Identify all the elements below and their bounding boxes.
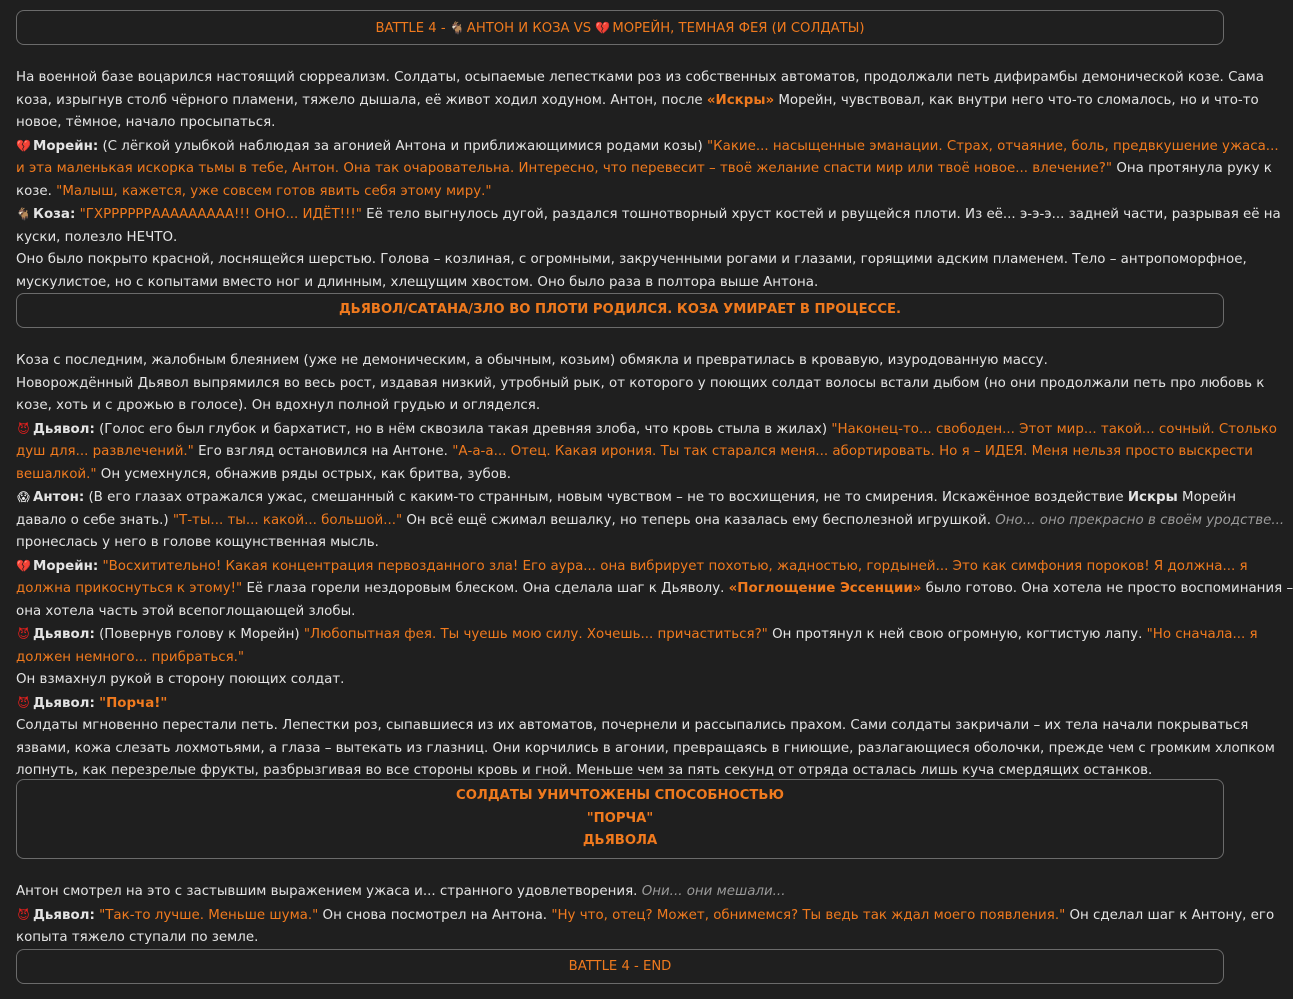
broken-heart-icon: 💔 [595, 21, 611, 35]
action-text: (С лёгкой улыбкой наблюдая за агонией Антона и приближающимися родами козы) [98, 138, 707, 154]
quote-text: "Какие... насыщенные эманации. Страх, отчаяние, боль, предвкушение ужаса... [706, 138, 1279, 154]
text-line [16, 90, 1259, 113]
dialogue-line [16, 158, 1272, 181]
quote-text: "Но сначала... я [1146, 627, 1258, 642]
quote-text: душ для... развлечений." [16, 444, 194, 459]
speaker-name: Дьявол: [33, 695, 95, 711]
event-banner-soldiers-destroyed [16, 779, 1224, 859]
header-team-b: МОРЕЙН, ТЕМНАЯ ФЕЯ (И СОЛДАТЫ) [612, 21, 865, 36]
quote-text: и эта маленькая искорка тьмы в тебе, Антон. Она так очаровательна. Интересно, что перевесит – твоё желание спасти мир или твоё новое... влечение?" [16, 161, 1113, 176]
text-line: Новорождённый Дьявол выпрямился во весь рост, издавая низкий, утробный рык, от которого у поющих солдат волосы встали дыбом (но они продолжали петь про любовь к [16, 375, 1265, 391]
devil-icon: 😈 [17, 627, 30, 641]
text-fragment: было готово. Она хотела не просто воспоминания – [921, 581, 1293, 596]
event-banner-devil-born [16, 293, 1224, 328]
action-text: (Голос его был глубок и бархатист, но в нём сквозила такая древняя злоба, что кровь стыла в жилах) [94, 421, 832, 437]
speaker-name: Дьявол: [33, 627, 95, 642]
battle-footer-banner [16, 949, 1224, 984]
dialogue-line [16, 692, 1222, 716]
dialogue-line [16, 418, 1278, 442]
text-line [16, 881, 1222, 904]
quote-text: "Ну что, отец? Может, обнимемся? Ты ведь так ждал моего появления." [551, 907, 1066, 923]
devil-icon: 😈 [17, 695, 30, 710]
goat-icon: 🐐 [449, 21, 465, 35]
text-fragment: коза, изрыгнув столб чёрного пламени, тяжело дышала, её живот ходил ходуном. Антон, после [16, 92, 707, 108]
text-fragment: Морейн, чувствовал, как внутри него что-то сломалось, но и что-то [774, 92, 1259, 108]
skill-name: «Искры» [706, 92, 775, 108]
text-fragment: Он протянул к ней свою огромную, когтистую лапу. [767, 627, 1147, 642]
text-line: куски, полезло НЕЧТО. [16, 229, 178, 245]
quote-text: "Восхитительно! Какая концентрация первозданного зла! Его аура... она вибрирует похотью, жадностью, гордыней... Это как симфония пороков! Я должна... я [102, 558, 1248, 574]
dialogue-line [16, 623, 1258, 647]
dialogue-line [16, 464, 1222, 487]
quote-text: должна прикоснуться к этому!" [16, 581, 243, 596]
dialogue-line [16, 578, 1293, 601]
goat-icon: 🐐 [16, 207, 31, 221]
speaker-name: Морейн: [33, 138, 99, 154]
story-paragraph-3 [16, 881, 1275, 950]
dialogue-line [16, 135, 1279, 159]
text-line: Оно было покрыто красной, лоснящейся шерстью. Голова – козлиная, с огромными, закрученными рогами и глазами, горящими адским пламенем. Тело – антропоморфное, [16, 252, 1247, 267]
thought-text: Они... они мешали... [641, 884, 786, 899]
text-line: пронеслась у него в голове кощунственная мысль. [16, 535, 379, 550]
dialogue-line [16, 486, 1236, 510]
quote-text: вешалкой." [16, 466, 97, 482]
scream-face-icon: 😱 [17, 490, 30, 504]
quote-text: "Так-то лучше. Меньше шума." [99, 907, 319, 923]
broken-heart-icon: 💔 [16, 138, 31, 153]
speaker-name: Антон: [33, 490, 85, 505]
text-line: козе, хоть и с дрожью в голосе). Он вдохнул полной грудью и огляделся. [16, 398, 541, 413]
text-line: Коза с последним, жалобным блеянием (уже не демоническим, а обычным, козьим) обмякла и превратилась в кровавую, изуродованную массу. [16, 353, 1048, 368]
story-paragraph-1 [16, 67, 1281, 294]
text-line: она хотела часть этой всепоглощающей злобы. [16, 603, 356, 619]
dialogue-line [16, 203, 1281, 227]
devil-icon: 😈 [17, 907, 30, 922]
dialogue-line [16, 647, 1222, 670]
speaker-name: Морейн: [33, 558, 99, 574]
speaker-name: Дьявол: [33, 421, 95, 437]
devil-icon: 😈 [17, 421, 30, 436]
text-line: Он взмахнул рукой в сторону поющих солдат. [16, 672, 345, 687]
skill-name: Искры [1127, 490, 1178, 505]
text-fragment: Её тело выгнулось дугой, раздался тошнотворный хруст костей и рвущейся плоти. Из её... э-э-э... задней части, разрывая её на [361, 207, 1281, 222]
text-fragment: давало о себе знать.) [16, 512, 173, 528]
banner-text: "ПОРЧА" [586, 810, 654, 826]
text-line: Солдаты мгновенно перестали петь. Лепестки роз, сыпавшиеся из их автоматов, почернели и рассыпались прахом. Сами солдаты закричали – их тела начали покрываться [16, 718, 1249, 733]
dialogue-line [16, 555, 1248, 579]
quote-text: "Т-ты... ты... какой... большой..." [172, 512, 403, 528]
quote-text: должен немного... прибраться." [16, 649, 245, 665]
story-paragraph-2 [16, 350, 1293, 783]
dialogue-line [16, 181, 1222, 204]
dialogue-line [16, 510, 1285, 533]
text-line: мускулистое, но с копытами вместо ног и длинным, хлещущим хвостом. Оно было раза в полтора выше Антона. [16, 274, 819, 290]
text-fragment: Её глаза горели нездоровым блеском. Она сделала шаг к Дьяволу. [242, 581, 729, 596]
dialogue-line [16, 441, 1253, 464]
text-line: язвами, кожа слезать лохмотьями, а глаза – вытекать из глазниц. Они корчились в агонии, превращаясь в гниющие, разлагающиеся оболочки, прежде чем с громким хлопком [16, 740, 1275, 756]
text-line: новое, тёмное, начало просыпаться. [16, 115, 276, 130]
quote-text: "Наконец-то... свободен... Этот мир... такой... сочный. Столько [831, 421, 1278, 437]
speaker-name: Коза: [33, 207, 76, 222]
text-fragment: Он всё ещё сжимал вешалку, но теперь она казалась ему бесполезной игрушкой. [402, 512, 996, 528]
action-text: (Повернув голову к Морейн) [94, 627, 304, 642]
thought-text: Оно... оно прекрасно в своём уродстве... [995, 512, 1285, 528]
quote-text: "Порча!" [99, 695, 168, 711]
text-line: На военной базе воцарился настоящий сюрреализм. Солдаты, осыпаемые лепестками роз из собственных автоматов, продолжали петь дифирамбы демонической козе. Сама [16, 70, 1264, 85]
dialogue-line [16, 904, 1275, 928]
banner-text: ДЬЯВОЛА [582, 833, 658, 848]
text-fragment: Антон смотрел на это с застывшим выражением ужаса и... странного удовлетворения. [16, 884, 642, 899]
quote-text: "ГХРРРРРРААААААААА!!! ОНО... ИДЁТ!!!" [79, 207, 362, 222]
skill-name: «Поглощение Эссенции» [728, 581, 922, 596]
quote-text: "Малыш, кажется, уже совсем готов явить себя этому миру." [56, 183, 492, 199]
quote-text: "Любопытная фея. Ты чуешь мою силу. Хочешь... причаститься?" [303, 627, 768, 642]
header-prefix: BATTLE 4 - [375, 21, 450, 36]
action-text: (В его глазах отражался ужас, смешанный с каким-то странным, новым чувством – не то восхищения, не то смирения. Искажённое воздействие [84, 490, 1128, 505]
battle-header-banner [16, 10, 1224, 45]
footer-text: BATTLE 4 - END [568, 959, 672, 974]
text-fragment: козе. [16, 183, 57, 199]
text-fragment: Он сделал шаг к Антону, его [1065, 907, 1275, 923]
header-team-a: АНТОН И КОЗА VS [466, 21, 596, 36]
quote-text: "А-а-а... Отец. Какая ирония. Ты так старался меня... абортировать. Но я – ИДЕЯ. Меня нельзя просто выскрести [452, 444, 1253, 459]
banner-text: СОЛДАТЫ УНИЧТОЖЕНЫ СПОСОБНОСТЬЮ [456, 788, 784, 803]
banner-text: ДЬЯВОЛ/САТАНА/ЗЛО ВО ПЛОТИ РОДИЛСЯ. КОЗА УМИРАЕТ В ПРОЦЕССЕ. [338, 302, 902, 317]
text-fragment: Он снова посмотрел на Антона. [318, 907, 552, 923]
text-line: лопнуть, как перезрелые фрукты, разбрызгивая во все стороны кровь и гной. Меньше чем за пять секунд от отряда осталась лишь куча смердящих останков. [16, 763, 1153, 778]
text-line: копыта тяжело ступали по земле. [16, 930, 259, 945]
text-fragment: Его взгляд остановился на Антоне. [193, 444, 453, 459]
text-fragment: Он усмехнулся, обнажив ряды острых, как бритва, зубов. [96, 466, 512, 482]
speaker-name: Дьявол: [33, 907, 95, 923]
text-fragment: Она протянула руку к [1112, 161, 1272, 176]
broken-heart-icon: 💔 [16, 558, 31, 573]
text-fragment: Морейн [1177, 490, 1236, 505]
